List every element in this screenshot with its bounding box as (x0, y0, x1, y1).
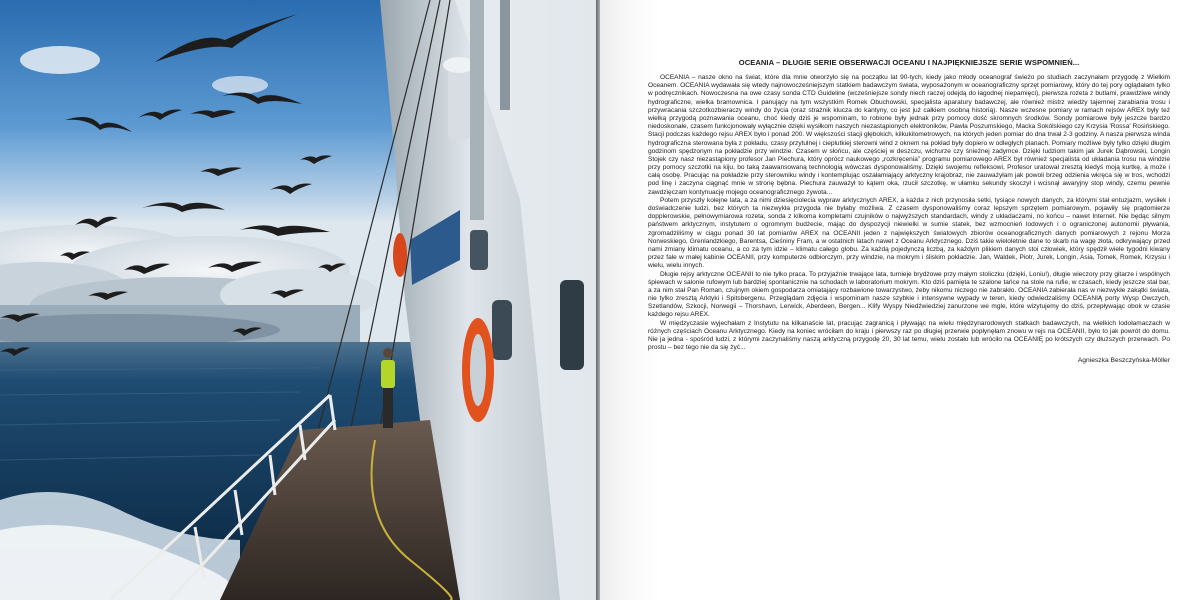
author-signature: Agnieszka Beszczyńska-Möller (1077, 357, 1170, 365)
text-page (600, 0, 1200, 600)
article-paragraph-2: Potem przyszły kolejne lata, a za nimi dziesięciolecia wypraw arktycznych AREX, a każda z nich przynosiła setki, tysiące nowych danych, za którymi stał entuzjazm, wysiłek i doświadczenie ludzi, bez których ta niezwykła przygoda nie byłaby możliwa. Z czasem dysponowaliśmy coraz lepszym sprzętem pomiarowym, pojawiły się prądomierze dopplerowskie, pełnowymiarowa rozeta, sonda z kilkoma kompletami czujników o najwyższych standardach, windy z układaczami, no końcu – nawet Internet. Nie będąc silnym państwem arktycznym, instytutem o ogromnym budżecie, mając do dyspozycji niewielki w sumie statek, bez wzmocnień lodowych i o ograniczonej autonomii pływania, zgromadziliśmy w ciągu ponad 30 lat pomiarów AREX na OCEANII jeden z największych światowych zbiorów oceanograficznych danych pomiarowych z rejonu Morza Norweskiego, Grenlandzkiego, Barentsa, Cieśniny Fram, a w ostatnich latach nawet z Oceanu Arktycznego. Dziś takie wieloletnie dane to skarb na wagę złota, odkrywający przed nami zmiany klimatu oceanu, a co za tym idzie – klimatu całego globu. Za każdą pojedynczą liczbą, za każdym plikiem danych stoi człowiek, który spędził wiele tygodni kiwany przez fale w małej kabinie OCEANII, przy komputerze odbiorczym, przy windzie, na mokrym i śliskim pokładzie. Jan, Waldek, Piotr, Jurek, Longin, Asia, Tomek, Romek, Krzysiu i wielu, wielu innych. (648, 196, 1170, 270)
article-paragraph-4: W międzyczasie wyjechałam z Instytutu na kilkanaście lat, pracując zagranicą i pływając na wielu międzynarodowych statkach badawczych, na wielkich lodołamaczach w różnych częściach Oceanu Arktycznego. Kiedy na koniec wróciłam do kraju i pierwszy raz po długiej przerwie popłynęłam znowu w rejs na OCEANII, było to jak powrót do domu. Nie ja jedna - spośród ludzi, z którymi zaczynaliśmy naszą arktyczną przygodę 20, 30 lat temu, wielu zostało lub wróciło na OCEANIĘ po krótszych czy dłuższych przerwach. Po prostu – bez tego nie da się żyć... (648, 319, 1170, 352)
article-paragraph-3: Długie rejsy arktyczne OCEANII to nie tylko praca. To przyjaźnie trwające lata, turnieje brydżowe przy małym stoliczku (dzięki, Loniu!), długie wieczory przy gitarze i wspólnych śpiewach w salonie rufowym lub bardziej spontanicznie na schodach w laboratorium mokrym. Kto dziś pamięta te szalone tańce na stole na rufie, w czasach, kiedy jeszcze stał bar, a za nim stał Pan Roman, czujnym okiem gospodarza omiatający rozbawione towarzystwo, żeby nikomu niczego nie zabrakło. OCEANIA zabierała nas w niezwykłe zakątki świata, nie tylko zresztą Arktyki i Spitsbergenu. Przeglądam zdjęcia i wspominam nasze szybkie i intensywne wypady w teren, kiedy odwiedzaliśmy OCEANIĄ porty Wysp Owczych, Szetlandów, Szkocji, Norwegii – Thorshavn, Lerwick, Aberdeen, Bergen... Klify Wyspy Niedźwiedziej zanurzone we mgle, które wizytujemy do dziś, przepływając obok w czasie każdego rejsu AREX. (648, 270, 1170, 319)
article (648, 58, 1170, 366)
article-paragraph-1: OCEANIA – nasze okno na świat, które dla mnie otworzyło się na początku lat 90-tych, kiedy jako młody oceanograf świeżo po studiach zaczynałam przygodę z Wielkim Oceanem. OCEANIA wydawała się wtedy najnowocześniejszym statkiem badawczym świata, wyposażonym w oceanograficzny sprzęt pomiarowy, który do tej pory oglądałam tylko w podręcznikach. Nowoczesna na owe czasy sonda CTD Guideline (wcześniejsze sondy niech raczej odejdą do łagodnej niepamięci), pierwsza rozeta z butlami, prawdziwe windy hydrograficzne, wielka bramownica. I panujący na tym wszystkim Romek Obuchowski, specjalista aparatury badawczej, ale również mistrz wiedzy tajemnej zarabiania trosu i przywracania szczotkozbieraczy windy do życia (oraz strażnik klucza do kantyny, co jest już całkiem osobną historią). Nasze wczesne pomiary w ramach rejsów AREX były też wielką przygodą poznawania oceanu, choć kiedy dziś je wspominam, to robione były jednak przy pomocy dość skromnych środków. Sondy pomiarowe były jeszcze bardzo niedoskonałe, czasem funkcjonowały wyłącznie dzięki wysiłkom naszych niezastąpionych elektroników, Pawła Poszumskiego, Macka Sokólskiego czy Krzysia 'Rossa' Rosińskiego. Stacji podczas każdego rejsu AREX było i ponad 200. W większości stacji głębokich, kilkukilometrowych, na których jeden pomiar do dna trwał 2-3 godziny. A nasza pierwsza winda hydrograficzna sterowana była z pokładu, czasy przytulnej i cieplutkiej sterowni wind z oknem na pokład były dopiero w odległych planach. Pomiary możliwe były tylko dzięki długim godzinom spędzonym na pokładzie przy windzie. Czasem w słońcu, ale częściej w deszczu, wichurze czy śnieżnej zadymce. Dzięki ludziom takim jak Jurek Dąbrowski, Longin Stojek czy nasz niezastąpiony profesor Jan Piechura, który oprócz naukowego „rozkręcenia” programu pomiarowego AREX był również specjalista od układania trosu na windzie przy pomocy szczotki na kiju, bo taką zaawansowaną technologią wówczas dysponowaliśmy. Dzięki swojemu refleksowi, Profesor uratował zresztą kiedyś moją kurtkę, a może i całą osobę. Pracując na pokładzie przy sterowniku windy i kontemplując oszałamiający arktyczny krajobraz, nie zauważyłam jak powoli brzeg odzienia wkręca się w tros, wchodzi pod linę i zaczyna ciągnąć mnie w stronę bębna. Piechura zauważył to kątem oka, rzucił szczotkę, w ułamku sekundy skoczył i wcisnął awaryjny stop windy, czemu pewnie zawdzięczam kontynuację mojego oceanograficznego żywota... (648, 74, 1170, 196)
lifebuoy-icon (462, 318, 494, 422)
article-title: OCEANIA – DŁUGIE SERIE OBSERWACJI OCEANU I NAJPIĘKNIEJSZE SERIE WSPOMNIEŃ... (738, 58, 1080, 67)
